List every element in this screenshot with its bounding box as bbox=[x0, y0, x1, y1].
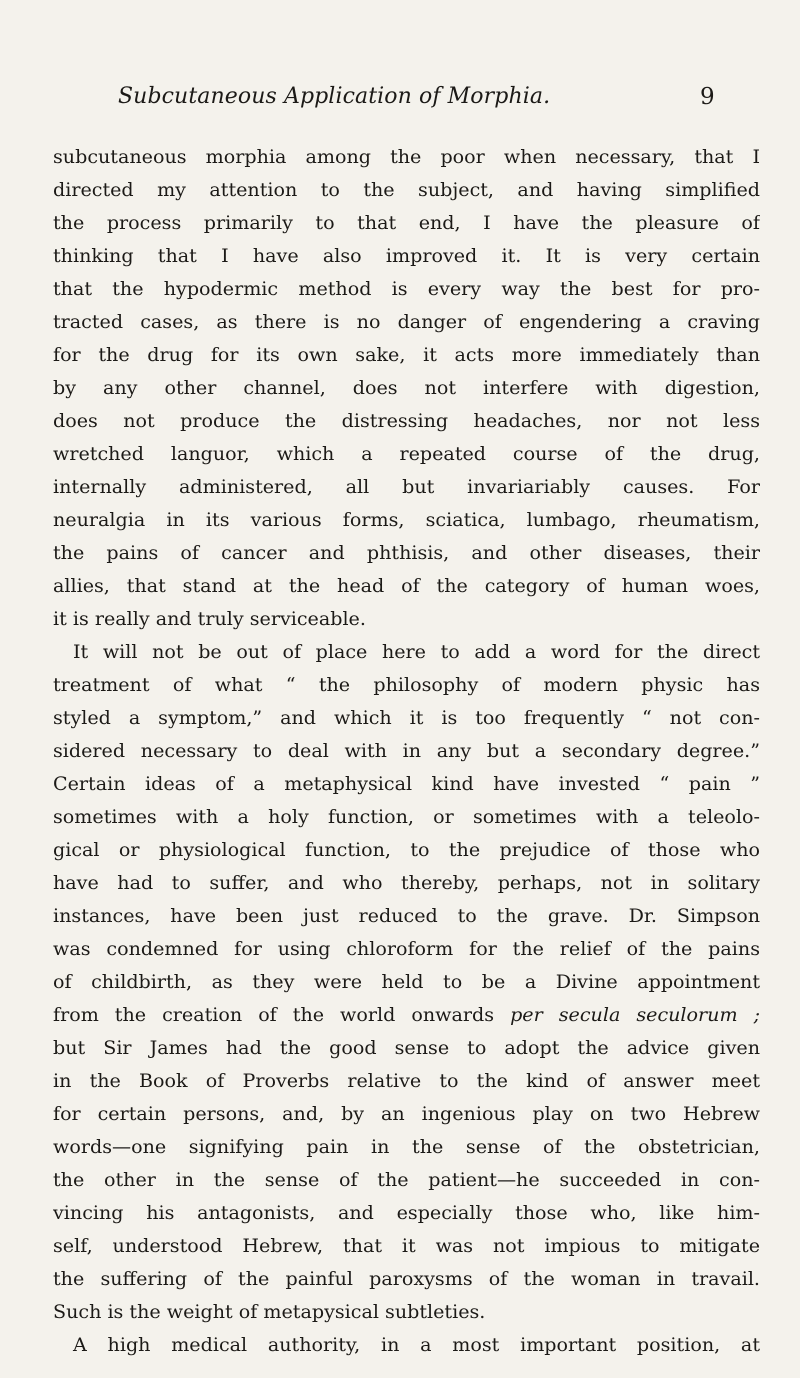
text-line: self, understood Hebrew, that it was not impious to mitigate bbox=[53, 1234, 760, 1257]
text-line: have had to suffer, and who thereby, perhaps, not in solitary bbox=[53, 871, 760, 894]
text-line: for the drug for its own sake, it acts more immediately than bbox=[53, 343, 760, 366]
paragraph-end-line: it is really and truly serviceable. bbox=[53, 607, 366, 630]
text-line: directed my attention to the subject, and having simplified bbox=[53, 178, 760, 201]
paragraph-end-line: Such is the weight of metapysical subtleties. bbox=[53, 1300, 486, 1323]
text-line: by any other channel, does not interfere with digestion, bbox=[53, 376, 760, 399]
text-line: sometimes with a holy function, or sometimes with a teleolo- bbox=[53, 805, 760, 828]
text-line-with-italic bbox=[53, 998, 760, 1031]
paragraph-start-line: A high medical authority, in a most important position, at bbox=[73, 1333, 760, 1356]
text-line: allies, that stand at the head of the category of human woes, bbox=[53, 574, 760, 597]
text-line: vincing his antagonists, and especially those who, like him- bbox=[53, 1201, 760, 1224]
italic-phrase: per secula seculorum ; bbox=[510, 1003, 760, 1026]
text-line: internally administered, all but invariariably causes. For bbox=[53, 475, 760, 498]
text-line: sidered necessary to deal with in any but a secondary degree.” bbox=[53, 739, 760, 762]
text-line: tracted cases, as there is no danger of engendering a craving bbox=[53, 310, 760, 333]
text-line: thinking that I have also improved it. It is very certain bbox=[53, 244, 760, 267]
line-text: from the creation of the world onwards bbox=[53, 1003, 495, 1026]
text-line: subcutaneous morphia among the poor when necessary, that I bbox=[53, 145, 760, 168]
text-line: neuralgia in its various forms, sciatica, lumbago, rheumatism, bbox=[53, 508, 760, 531]
text-line: the suffering of the painful paroxysms of the woman in travail. bbox=[53, 1267, 760, 1290]
text-line: was condemned for using chloroform for the relief of the pains bbox=[53, 937, 760, 960]
text-line: the pains of cancer and phthisis, and other diseases, their bbox=[53, 541, 760, 564]
text-line: styled a symptom,” and which it is too frequently “ not con- bbox=[53, 706, 760, 729]
text-line: for certain persons, and, by an ingenious play on two Hebrew bbox=[53, 1102, 760, 1125]
text-line: the other in the sense of the patient—he succeeded in con- bbox=[53, 1168, 760, 1191]
text-line: that the hypodermic method is every way the best for pro- bbox=[53, 277, 760, 300]
running-title: Subcutaneous Application of Morphia. bbox=[118, 84, 551, 109]
text-line: of childbirth, as they were held to be a Divine appointment bbox=[53, 970, 760, 993]
paragraph-start-line: It will not be out of place here to add a word for the direct bbox=[73, 640, 760, 663]
running-head bbox=[0, 84, 800, 124]
text-line: words—one signifying pain in the sense of the obstetrician, bbox=[53, 1135, 760, 1158]
body-text bbox=[53, 140, 760, 1361]
text-line: in the Book of Proverbs relative to the kind of answer meet bbox=[53, 1069, 760, 1092]
text-line: Certain ideas of a metaphysical kind have invested “ pain ” bbox=[53, 772, 760, 795]
text-line: gical or physiological function, to the prejudice of those who bbox=[53, 838, 760, 861]
text-line: instances, have been just reduced to the grave. Dr. Simpson bbox=[53, 904, 760, 927]
text-line: the process primarily to that end, I have the pleasure of bbox=[53, 211, 760, 234]
text-line: does not produce the distressing headaches, nor not less bbox=[53, 409, 760, 432]
text-line: but Sir James had the good sense to adopt the advice given bbox=[53, 1036, 760, 1059]
text-line: wretched languor, which a repeated course of the drug, bbox=[53, 442, 760, 465]
page-number: 9 bbox=[700, 84, 715, 110]
text-line: treatment of what “ the philosophy of modern physic has bbox=[53, 673, 760, 696]
